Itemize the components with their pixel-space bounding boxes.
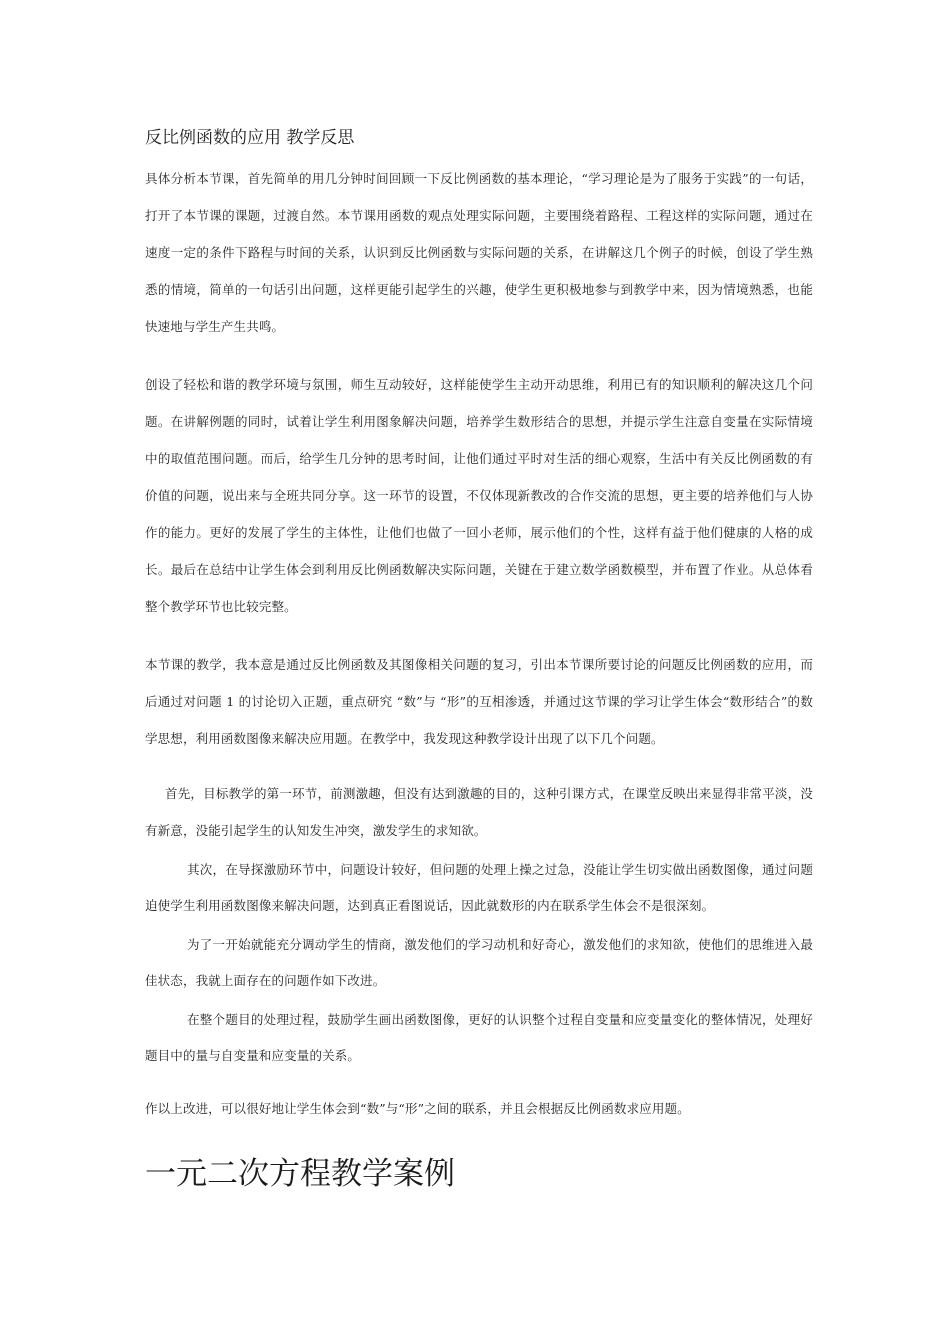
paragraph-7: 在整个题目的处理过程，鼓励学生画出函数图像，更好的认识整个过程自变量和应变量变化的整体情况，处理好题目中的量与自变量和应变量的关系。 [145, 1012, 813, 1063]
next-section-heading: 一元二次方程教学案例 [145, 1156, 455, 1192]
paragraph-3: 本节课的教学，我本意是通过反比例函数及其图像相关问题的复习，引出本节课所要讨论的问题反比例函数的应用，而后通过对问题 1 的讨论切入正题，重点研究 “数”与 “形”的互相渗透，并通过这节课的学习让学生体会“数形结合”的数学思想，利用函数图像来解决应用题。在教学中，我发现这种教学设计出现了以下几个问题。 [145, 657, 813, 746]
document-title: 反比例函数的应用 教学反思 [145, 128, 355, 148]
paragraph-6: 为了一开始就能充分调动学生的情商，激发他们的学习动机和好奇心，激发他们的求知欲，使他们的思维进入最佳状态，我就上面存在的问题作如下改进。 [145, 937, 813, 988]
paragraph-1: 具体分析本节课，首先简单的用几分钟时间回顾一下反比例函数的基本理论，“学习理论是为了服务于实践”的一句话，打开了本节课的课题，过渡自然。本节课用函数的观点处理实际问题，主要围绕着路程、工程这样的实际问题，通过在速度一定的条件下路程与时间的关系，认识到反比例函数与实际问题的关系，在讲解这几个例子的时候，创设了学生熟悉的情境，简单的一句话引出问题，这样更能引起学生的兴趣，使学生更积极地参与到教学中来，因为情境熟悉，也能快速地与学生产生共鸣。 [145, 171, 813, 334]
paragraph-8: 作以上改进，可以很好地让学生体会到“数”与“形”之间的联系，并且会根据反比例函数求应用题。 [145, 1101, 690, 1116]
paragraph-4: 首先，目标教学的第一环节，前测激趣，但没有达到激趣的目的，这种引课方式，在课堂反映出来显得非常平淡，没有新意，没能引起学生的认知发生冲突，激发学生的求知欲。 [145, 786, 813, 838]
paragraph-5: 其次，在导探激励环节中，问题设计较好，但问题的处理上操之过急，没能让学生切实做出函数图像，通过问题迫使学生利用函数图像来解决问题，达到真正看图说话，因此就数形的内在联系学生体会不是很深刻。 [145, 862, 813, 913]
paragraph-2: 创设了轻松和谐的教学环境与氛围，师生互动较好，这样能使学生主动开动思维，利用已有的知识顺利的解决这几个问题。在讲解例题的同时，试着让学生利用图象解决问题，培养学生数形结合的思想，并提示学生注意自变量在实际情境中的取值范围问题。而后，给学生几分钟的思考时间，让他们通过平时对生活的细心观察，生活中有关反比例函数的有价值的问题，说出来与全班共同分享。这一环节的设置，不仅体现新教改的合作交流的思想，更主要的培养他们与人协作的能力。更好的发展了学生的主体性，让他们也做了一回小老师，展示他们的个性，这样有益于他们健康的人格的成长。最后在总结中让学生体会到利用反比例函数解决实际问题，关键在于建立数学函数模型，并布置了作业。从总体看整个教学环节也比较完整。 [145, 377, 813, 614]
